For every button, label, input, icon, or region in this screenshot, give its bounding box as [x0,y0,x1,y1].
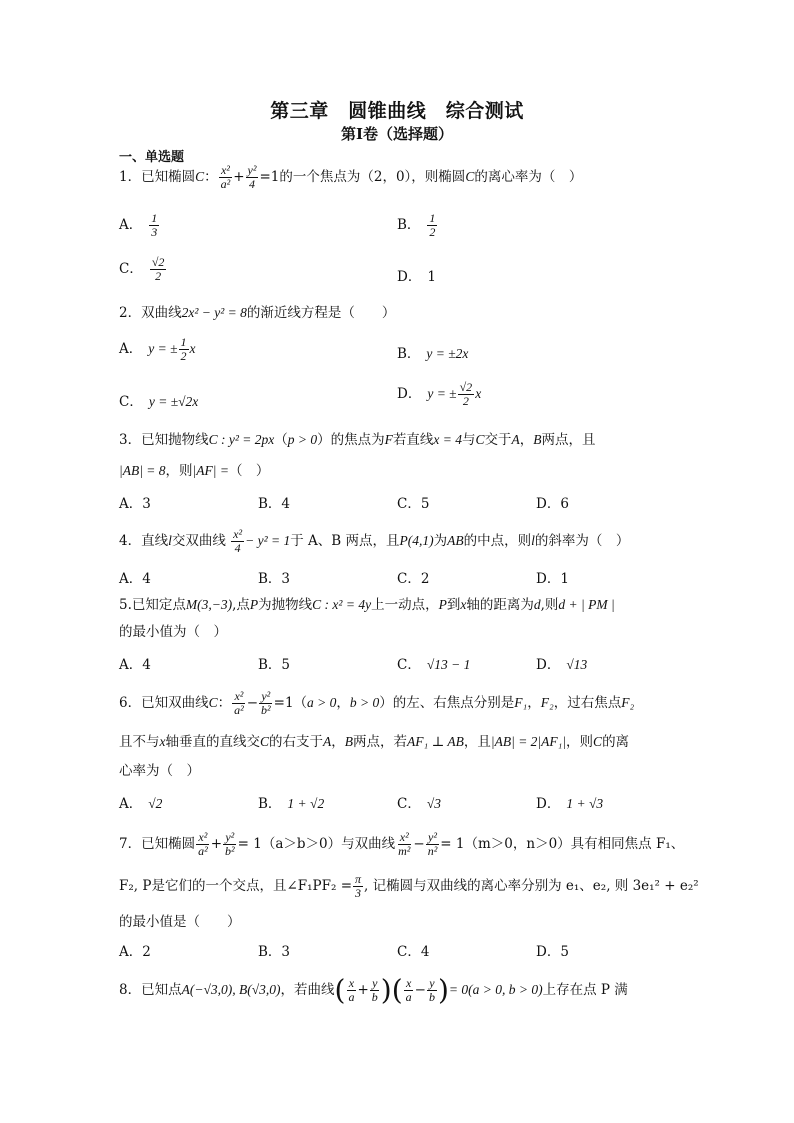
question-2-option-c[interactable]: C． y = ±√2x [119,394,199,410]
question-5-option-c[interactable]: C． √13 − 1 [397,657,471,673]
question-2-option-b[interactable]: B． y = ±2x [397,346,469,362]
question-5-stem-line-1: 5.已知定点M(3,−3),点P为抛物线C : x² = 4y上一动点，P到x轴的距离为d,则d + | PM | [119,597,615,613]
question-7-stem-line-1: 7．已知椭圆 $\frac{\text{x²}}{\text{a²}}$ + $\frac{\text{y²}}{\text{b²}}$ = 1（a＞b＞0）与双曲线 $\frac{\text{x²}}{\text{m²}}$ − $\frac{\text{y²}}{\text{n²}}$ = 1（m＞0，n＞0）具有相同焦点 F₁、 [119,830,685,858]
question-4-option-a[interactable]: A．4 [119,571,151,587]
question-7-option-a[interactable]: A．2 [119,944,151,960]
question-3-option-c[interactable]: C．5 [397,496,430,512]
question-3-option-d[interactable]: D．6 [536,496,569,512]
page-title: 第三章 圆锥曲线 综合测试 [270,100,524,122]
question-1-option-b[interactable]: B． $\frac{1}{2}$ [397,211,436,239]
question-7-stem-line-3: 的最小值是（ ） [119,914,241,930]
question-8-stem-line-1: 8．已知点A(−√3,0), B(√3,0)，若曲线( $\frac{x}{a}$ + $\frac{y}{b}$ )( $\frac{x}{a}$ − $\frac{y}{b}$ )= 0(a > 0, b > 0)上存在点 P 满 [119,973,628,1007]
question-6-option-c[interactable]: C． √3 [397,796,442,812]
question-3-option-b[interactable]: B．4 [258,496,291,512]
question-5-option-b[interactable]: B．5 [258,657,291,673]
question-4-option-b[interactable]: B．3 [258,571,291,587]
question-5-option-a[interactable]: A．4 [119,657,151,673]
question-6-option-b[interactable]: B． 1 + √2 [258,796,325,812]
section-heading: 一、单选题 [119,150,185,165]
question-5-stem-line-2: 的最小值为（ ） [119,624,227,640]
question-6-stem-line-2: 且不与x轴垂直的直线交C的右支于A，B两点，若AF₁ ⊥ AB，且|AB| = 2|AF₁|，则C的离 [119,734,630,750]
question-3-stem-line-1: 3．已知抛物线C : y² = 2px（p > 0）的焦点为F若直线x = 4与C交于A，B两点，且 [119,432,596,448]
question-2-option-a[interactable]: A． y = ± $\frac{1}{2}$ x [119,335,196,363]
fraction: $\frac{\text{x²}}{\text{a²}}$ [220,163,231,191]
question-5-option-d[interactable]: D． √13 [536,657,588,673]
question-4-option-c[interactable]: C．2 [397,571,430,587]
question-6-stem-line-1: 6．已知双曲线C： $\frac{\text{x²}}{\text{a²}}$ − $\frac{\text{y²}}{\text{b²}}$ =1（a > 0，b > 0）的左、右焦点分别是F₁，F₂，过右焦点F₂ [119,689,635,717]
question-2-stem: 2．双曲线2x² − y² = 8的渐近线方程是（ ） [119,305,396,321]
question-4-option-d[interactable]: D．1 [536,571,569,587]
question-7-option-b[interactable]: B．3 [258,944,291,960]
question-6-option-a[interactable]: A． √2 [119,796,163,812]
question-7-option-d[interactable]: D．5 [536,944,569,960]
question-1-option-c[interactable]: C． $\frac{√2}{2}$ [119,255,165,283]
question-6-stem-line-3: 心率为（ ） [119,763,200,779]
question-6-option-d[interactable]: D． 1 + √3 [536,796,604,812]
question-3-option-a[interactable]: A．3 [119,496,151,512]
question-1-stem: 1．已知椭圆C： $\frac{\text{x²}}{\text{a²}}$ + $\frac{\text{y²}}{4}$ =1的一个焦点为（2，0），则椭圆C的离心率为（ ） [119,163,583,191]
question-4-stem: 4．直线l交双曲线 $\frac{\text{x²}}{4}$ − y² = 1于 A、B 两点，且P(4,1)为AB的中点，则l的斜率为（ ） [119,527,630,555]
page-subtitle: 第Ⅰ卷（选择题） [340,125,454,143]
question-2-option-d[interactable]: D． y = ± $\frac{√2}{2}$ x [397,380,482,408]
question-1-option-d[interactable]: D． 1 [397,269,436,285]
question-7-option-c[interactable]: C．4 [397,944,430,960]
question-7-stem-line-2: F₂, P是它们的一个交点，且∠F₁PF₂ = $\frac{\pi}{3}$ , 记椭圆与双曲线的离心率分别为 e₁、e₂, 则 3e₁² + e₂² [119,872,699,900]
question-1-option-a[interactable]: A． $\frac{1}{3}$ [119,211,158,239]
question-3-stem-line-2: |AB| = 8，则|AF| =（ ） [119,463,270,479]
fraction: $\frac{\text{y²}}{4}$ [247,163,257,191]
